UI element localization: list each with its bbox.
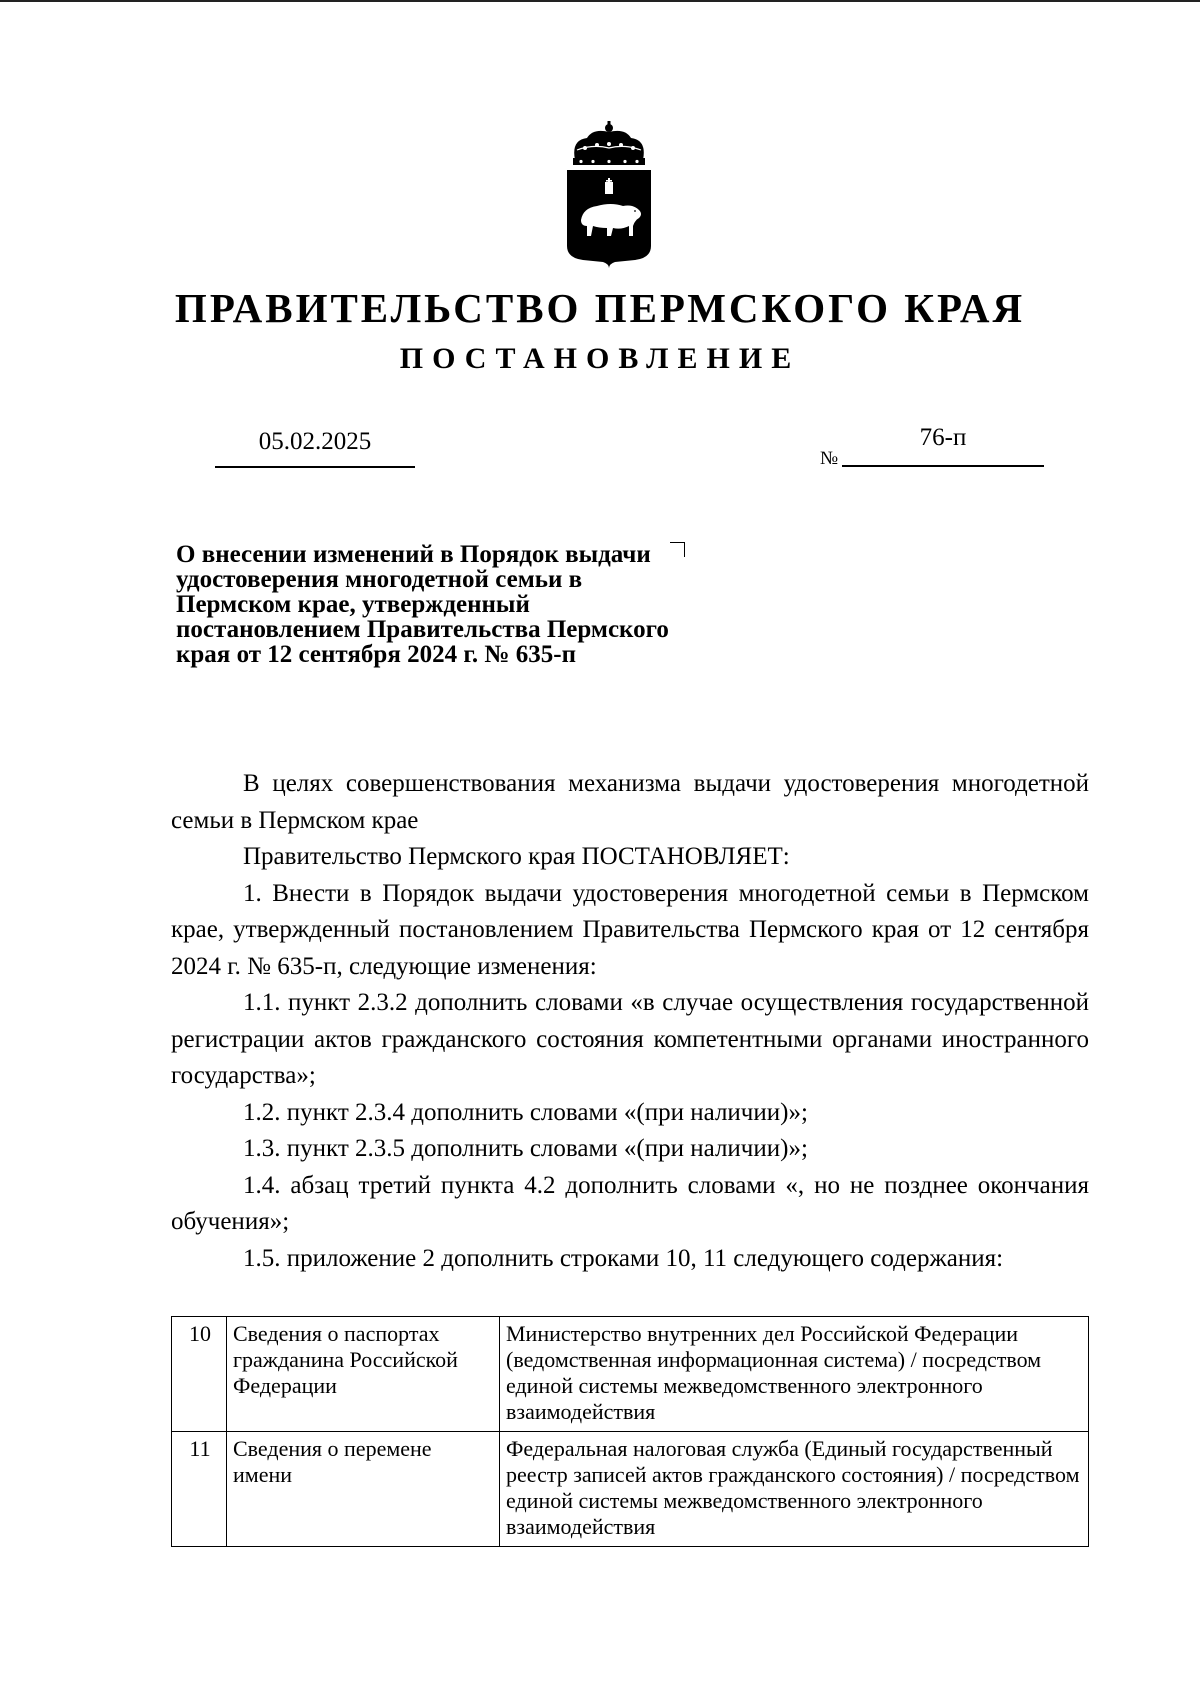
row-name: Сведения о паспортах гражданина Российской Федерации (227, 1317, 500, 1432)
body-paragraph: 1.4. абзац третий пункта 4.2 дополнить словами «, но не позднее окончания обучения»; (171, 1171, 1089, 1235)
document-body (171, 766, 1089, 1277)
perm-krai-coat-of-arms-icon (563, 118, 655, 268)
appendix-rows-table (171, 1316, 1089, 1547)
body-paragraph: 1.5. приложение 2 дополнить строками 10, 11 следующего содержания: (243, 1244, 1004, 1272)
page-top-edge (0, 0, 1200, 2)
row-name: Сведения о перемене имени (227, 1432, 500, 1547)
body-paragraph: 1.1. пункт 2.3.2 дополнить словами «в случае осуществления государственной регистрации актов гражданского состояния компетентными органами иностранного государства»; (171, 989, 1089, 1089)
body-paragraph: 1.2. пункт 2.3.4 дополнить словами «(при наличии)»; (243, 1098, 808, 1126)
organization-title: ПРАВИТЕЛЬСТВО ПЕРМСКОГО КРАЯ (174, 285, 1026, 331)
subject-corner-mark (670, 542, 685, 557)
body-paragraph: 1. Внести в Порядок выдачи удостоверения многодетной семьи в Пермском крае, утвержденный постановлением Правительства Пермского края от 12 сентября 2024 г. № 635-п, следующие изменения: (171, 879, 1089, 980)
document-type-heading: ПОСТАНОВЛЕНИЕ (399, 342, 801, 375)
table-row (172, 1432, 1089, 1547)
date-underline (215, 466, 415, 468)
number-underline (842, 465, 1044, 467)
body-paragraph: 1.3. пункт 2.3.5 дополнить словами «(при наличии)»; (243, 1135, 808, 1162)
row-source: Министерство внутренних дел Российской Федерации (ведомственная информационная система) / посредством единой системы межведомственного электронного взаимодействия (500, 1317, 1089, 1432)
body-paragraph: Правительство Пермского края ПОСТАНОВЛЯЕТ: (243, 843, 790, 870)
body-paragraph: В целях совершенствования механизма выдачи удостоверения многодетной семьи в Пермском крае (171, 770, 1089, 834)
number-field (842, 424, 1044, 452)
document-subject: О внесении изменений в Порядок выдачи удостоверения многодетной семьи в Пермском крае, утвержденный постановлением Правительства Пермского края от 12 сентября 2024 г. № 635-п (176, 541, 669, 668)
row-number: 10 (172, 1317, 227, 1432)
row-number: 11 (172, 1432, 227, 1547)
number-label: № (820, 448, 839, 469)
document-date: 05.02.2025 (258, 428, 372, 455)
document-number: 76-п (919, 424, 967, 451)
row-source: Федеральная налоговая служба (Единый государственный реестр записей актов гражданского состояния) / посредством единой системы межведомственного электронного взаимодействия (500, 1432, 1089, 1547)
table-row (172, 1317, 1089, 1432)
date-field (215, 428, 415, 456)
